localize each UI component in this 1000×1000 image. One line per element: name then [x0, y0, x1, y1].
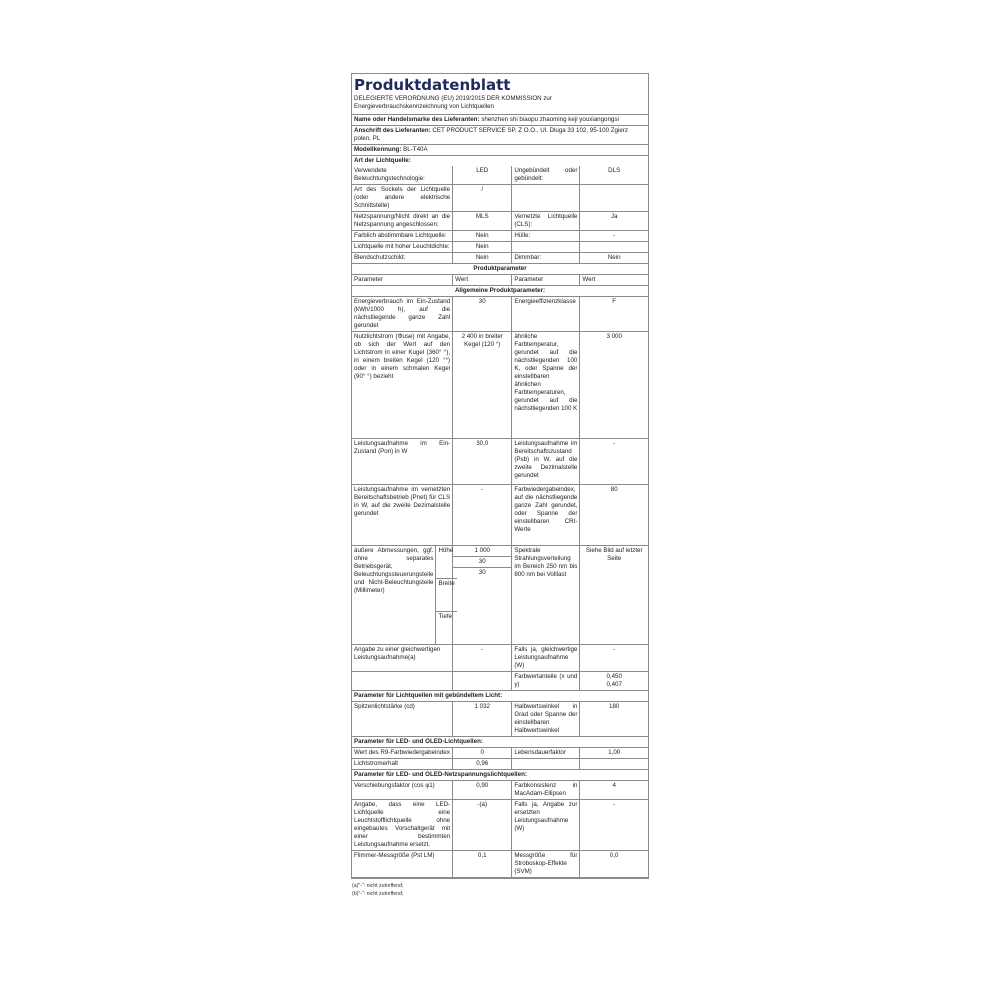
cell-value: Nein: [453, 253, 512, 264]
height-label: Höhe: [436, 546, 457, 578]
general-heading-row: [352, 286, 648, 297]
cell-value: MLS: [453, 212, 512, 231]
cell-value: Nein: [453, 231, 512, 242]
width-label: Breite: [436, 578, 457, 612]
cell-value: 2 400 in breiter Kegel (120 °): [453, 332, 512, 439]
supplier-address-value: CET PRODUCT SERVICE SP. Z O.O., Ul. Dluga 33 102, 95-100 Zgierz polen, PL: [354, 127, 628, 142]
type-row: [352, 166, 648, 185]
params-heading: Produktparameter: [352, 264, 648, 275]
depth-label: Tiefe: [436, 612, 457, 644]
supplier-name-label: Name oder Handelsmarke des Lieferanten:: [354, 116, 480, 123]
mains-heading-row: [352, 770, 648, 781]
cell-label: Blendschutzschild:: [352, 253, 453, 264]
cell-label: Wert des R9-Farbwiedergabeindex: [352, 748, 453, 759]
cell-label: [512, 759, 580, 770]
chromaticity-y: 0,407: [606, 681, 622, 688]
cell-label: Netzspannung/Nicht direkt an die Netzspannung angeschlossen:: [352, 212, 453, 231]
type-heading: [352, 156, 648, 166]
cell-label: ähnliche Farbtemperatur, gerundet auf die nächstliegenden 100 K, oder Spanne der einstellbaren ähnlichen Farbtemperaturen, gerundet auf die nächstliegenden 100 K: [512, 332, 580, 439]
cell-label: Hülle:: [512, 231, 580, 242]
supplier-name-value: shenzhen shi biaopu zhaoming keji youxiangongsi: [481, 116, 619, 123]
param-row: [352, 800, 648, 851]
equiv-label-cell: [352, 645, 453, 672]
directional-heading: Parameter für Lichtquellen mit gebündeltem Licht:: [352, 691, 648, 702]
cell-value: 4: [580, 781, 648, 800]
param-row: [352, 332, 648, 439]
cell-label: Farblich abstimmbare Lichtquelle:: [352, 231, 453, 242]
supplier-name-row: [352, 115, 648, 126]
cell-value: Siehe Bild auf letzter Seite: [580, 546, 648, 645]
cell-label: Vernetzte Lichtquelle (CLS):: [512, 212, 580, 231]
dimensions-values-cell: [453, 546, 512, 645]
cell-value: -: [580, 645, 648, 672]
cell-value: /: [453, 185, 512, 212]
cell-value: Nein: [580, 253, 648, 264]
cell-label: Nutzlichtstrom (Φuse) mit Angabe, ob sich der Wert auf den Lichtstrom in einer Kugel (360° °), in einem breiten Kegel (120 °°) oder in einem schmalen Kegel (90° °) bezieht: [352, 332, 453, 439]
cell-label: [512, 185, 580, 212]
param-row: [352, 672, 648, 691]
param-row: [352, 748, 648, 759]
led-heading-row: [352, 737, 648, 748]
cell-label: Falls ja, Angabe zur ersetzten Leistungsaufnahme (W): [512, 800, 580, 851]
cell-label: Energieverbrauch im Ein-Zustand (kWh/1000 h), auf die nächstliegende ganze Zahl gerundet: [352, 297, 453, 332]
cell-value: -: [580, 231, 648, 242]
cell-value: 0: [453, 748, 512, 759]
column-header-parameter: Parameter: [352, 275, 453, 286]
cell-label: Falls ja, gleichwertige Leistungsaufnahme (W): [512, 645, 580, 672]
general-heading: Allgemeine Produktparameter:: [352, 286, 648, 297]
cell-label: Art des Sockels der Lichtquelle (oder andere elektrische Schnittstelle): [352, 185, 453, 212]
type-heading-text: Art der Lichtquelle:: [354, 157, 411, 164]
cell-label: Farbwiedergabeindex, auf die nächstliegende ganze Zahl gerundet, oder Spanne der einstellbaren CRI-Werte: [512, 485, 580, 546]
page-title: Produktdatenblatt: [354, 76, 511, 94]
cell-value: [580, 759, 648, 770]
empty-cell: [453, 672, 512, 691]
chromaticity-x: 0,450: [606, 673, 622, 680]
cell-label: Dimmbar:: [512, 253, 580, 264]
type-row: [352, 185, 648, 212]
cell-value: 1 032: [453, 702, 512, 737]
params-column-header-row: [352, 275, 648, 286]
dimensions-row: [352, 546, 648, 645]
cell-value: -: [580, 800, 648, 851]
cell-value: -: [453, 485, 512, 546]
footnote-a: (a)"-": nicht zutreffend;: [352, 883, 404, 889]
dimensions-cell: [352, 546, 453, 645]
chromaticity-values: [580, 672, 648, 691]
cell-label: Energieeffizienzklasse: [512, 297, 580, 332]
cell-label: Messgröße für Stroboskop-Effekte (SVM): [512, 851, 580, 878]
param-row: [352, 702, 648, 737]
footnote-b: (b)"-": nicht zutreffend;: [352, 891, 404, 897]
cell-label: Farbwertanteile (x und y): [512, 672, 580, 691]
regulation-line-2: Energieverbrauchskennzeichnung von Lichtquellen: [354, 103, 495, 110]
cell-label: Leistungsaufnahme im vernetzten Bereitschaftsbetrieb (Pnet) für CLS in W, auf die zweite Dezimalstelle gerundet: [352, 485, 453, 546]
params-heading-row: [352, 264, 648, 275]
param-row: [352, 439, 648, 485]
cell-label: Spektrale Strahlungsverteilung im Bereich 250 nm bis 800 nm bei Volllast: [512, 546, 580, 645]
cell-label: Verschiebungsfaktor (cos φ1): [352, 781, 453, 800]
type-row: [352, 231, 648, 242]
column-header-value: Wert: [453, 275, 512, 286]
height-value: 1 000: [453, 546, 511, 557]
supplier-address-label: Anschrift des Lieferanten:: [354, 127, 431, 134]
cell-label: Spitzenlichtstärke (cd): [352, 702, 453, 737]
cell-value: 0,90: [453, 781, 512, 800]
dimensions-label: äußere Abmessungen, ggf. ohne separates Betriebsgerät, Beleuchtungssteuerungsteile und Nicht-Beleuchtungsteile (Millimeter): [352, 546, 436, 644]
model-label: Modellkennung:: [354, 146, 402, 153]
column-header-value: Wert: [580, 275, 648, 286]
cell-label: Angabe, dass eine LED-Lichtquelle eine Leuchtstofflichtquelle ohne eingebautes Vorschaltgerät mit einer bestimmten Leistungsaufnahme ersetzt.: [352, 800, 453, 851]
model-value: BL-T40A: [403, 146, 428, 153]
cell-value: DLS: [580, 166, 648, 185]
directional-heading-row: [352, 691, 648, 702]
supplier-address-row: [352, 126, 648, 145]
cell-value: F: [580, 297, 648, 332]
dimensions-values: [453, 546, 511, 578]
param-row: [352, 485, 648, 546]
cell-value: 30: [453, 297, 512, 332]
cell-value: -: [580, 439, 648, 485]
param-row: [352, 851, 648, 878]
footnotes: [351, 882, 649, 898]
type-row: [352, 242, 648, 253]
width-value: 30: [453, 557, 511, 568]
cell-label: Leistungsaufnahme im Ein-Zustand (Pon) in W: [352, 439, 453, 485]
cell-label: Lichtquelle mit hoher Leuchtdichte:: [352, 242, 453, 253]
regulation-line-1: DELEGIERTE VERORDNUNG (EU) 2019/2015 DER KOMMISSION zur: [354, 95, 552, 102]
cell-label: Halbwertswinkel in Grad oder Spanne der einstellbaren Halbwertswinkel: [512, 702, 580, 737]
param-row: [352, 645, 648, 672]
title-block: [352, 74, 648, 115]
cell-value: 80: [580, 485, 648, 546]
mains-heading: Parameter für LED- und OLED-Netzspannungslichtquellen:: [352, 770, 648, 781]
equiv-label: Angabe zu einer gleichwertigen Leistungsaufnahme(a): [354, 646, 441, 661]
type-row: [352, 212, 648, 231]
spec-table: [352, 166, 648, 878]
param-row: [352, 759, 648, 770]
type-row: [352, 253, 648, 264]
empty-cell: [352, 672, 453, 691]
cell-value: Ja: [580, 212, 648, 231]
cell-label: Verwendete Beleuchtungstechnologie:: [352, 166, 453, 185]
cell-value: -: [453, 645, 512, 672]
cell-label: Lebensdauerfaktor: [512, 748, 580, 759]
dimensions-table: [352, 546, 457, 644]
depth-value: 30: [478, 569, 486, 576]
cell-value: 30,0: [453, 439, 512, 485]
param-row: [352, 781, 648, 800]
param-row: [352, 297, 648, 332]
sheet-frame: [351, 73, 649, 879]
cell-value: -(a): [453, 800, 512, 851]
cell-value: 180: [580, 702, 648, 737]
cell-label: Farbkonsistenz in MacAdam-Ellipsen: [512, 781, 580, 800]
cell-label: Ungebündelt oder gebündelt:: [512, 166, 580, 185]
cell-value: 3 000: [580, 332, 648, 439]
model-row: [352, 145, 648, 156]
cell-value: 0,96: [453, 759, 512, 770]
cell-value: [580, 242, 648, 253]
cell-label: [512, 242, 580, 253]
led-heading: Parameter für LED- und OLED-Lichtquellen:: [352, 737, 648, 748]
cell-value: Nein: [453, 242, 512, 253]
product-data-sheet: [351, 73, 649, 898]
cell-label: Lichtstromerhalt: [352, 759, 453, 770]
cell-value: 1,00: [580, 748, 648, 759]
cell-value: LED: [453, 166, 512, 185]
cell-value: 0,0: [580, 851, 648, 878]
column-header-parameter: Parameter: [512, 275, 580, 286]
cell-value: 0,1: [453, 851, 512, 878]
cell-label: Leistungsaufnahme im Bereitschaftszustand (Psb) in W, auf die zweite Dezimalstelle gerundet: [512, 439, 580, 485]
cell-value: [580, 185, 648, 212]
cell-label: Flimmer-Messgröße (Pst LM): [352, 851, 453, 878]
